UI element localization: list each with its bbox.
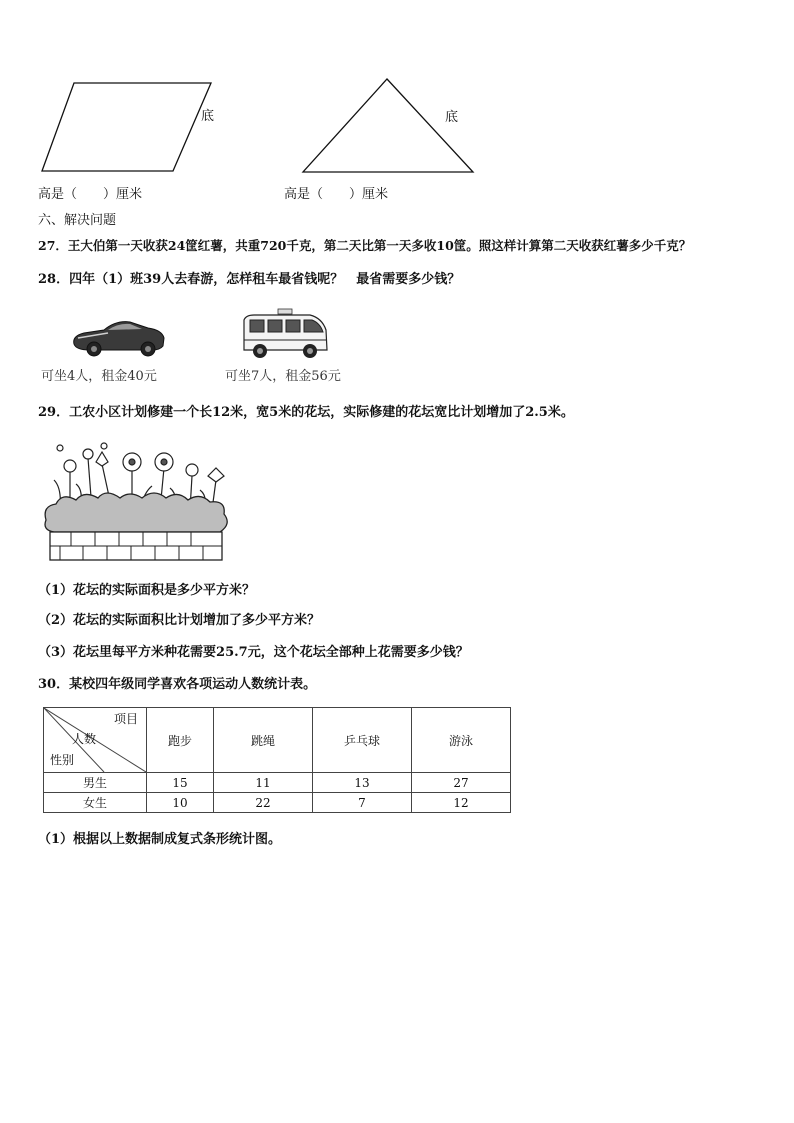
question-29-sub2: （2）花坛的实际面积比计划增加了多少平方米？ [38,613,321,628]
car-caption: 可坐4人，租金40元 [41,369,157,384]
table-cell: 13 [313,773,412,793]
corner-label-count: 人数 [72,732,97,746]
parallelogram-figure [38,80,218,176]
triangle-height-caption: 高是（ ）厘米 [284,187,389,202]
table-cell: 27 [412,773,511,793]
column-header: 跑步 [147,708,214,773]
table-cell: 12 [412,793,511,813]
table-cell: 11 [214,773,313,793]
question-29-sub3: （3）花坛里每平方米种花需要25.7元，这个花坛全部种上花需要多少钱？ [38,645,469,660]
car-image [68,316,168,358]
table-cell: 7 [313,793,412,813]
triangle-base-label: 底 [445,110,459,125]
question-30-sub1: （1）根据以上数据制成复式条形统计图。 [38,832,282,847]
column-header: 乒乓球 [313,708,412,773]
table-cell: 15 [147,773,214,793]
table-corner-cell [44,708,147,773]
parallelogram-height-caption: 高是（ ）厘米 [38,187,143,202]
table-cell: 10 [147,793,214,813]
question-29-sub1: （1）花坛的实际面积是多少平方米？ [38,583,256,598]
column-header: 跳绳 [214,708,313,773]
van-caption: 可坐7人，租金56元 [225,369,341,384]
section-title: 六、解决问题 [38,213,117,228]
table-header-row [44,708,511,773]
column-header: 游泳 [412,708,511,773]
question-29: 29．工农小区计划修建一个长12米，宽5米的花坛，实际修建的花坛宽比计划增加了2.5米。 [38,405,574,420]
flower-bed-image [40,440,240,565]
row-label: 女生 [44,793,147,813]
corner-label-gender: 性别 [50,753,75,767]
question-30: 30．某校四年级同学喜欢各项运动人数统计表。 [38,677,317,692]
question-28: 28．四年（1）班39人去春游，怎样租车最省钱呢？ 最省需要多少钱？ [38,272,461,287]
van-image [238,306,330,362]
table-row [44,773,511,793]
table-cell: 22 [214,793,313,813]
corner-label-item: 项目 [113,712,138,726]
row-label: 男生 [44,773,147,793]
question-27: 27．王大伯第一天收获24筐红薯，共重720千克，第二天比第一天多收10筐。照这样计算第二天收获红薯多少千克？ [38,238,692,253]
table-row [44,793,511,813]
parallelogram-base-label: 底 [201,109,215,124]
sports-stats-table [43,707,511,813]
